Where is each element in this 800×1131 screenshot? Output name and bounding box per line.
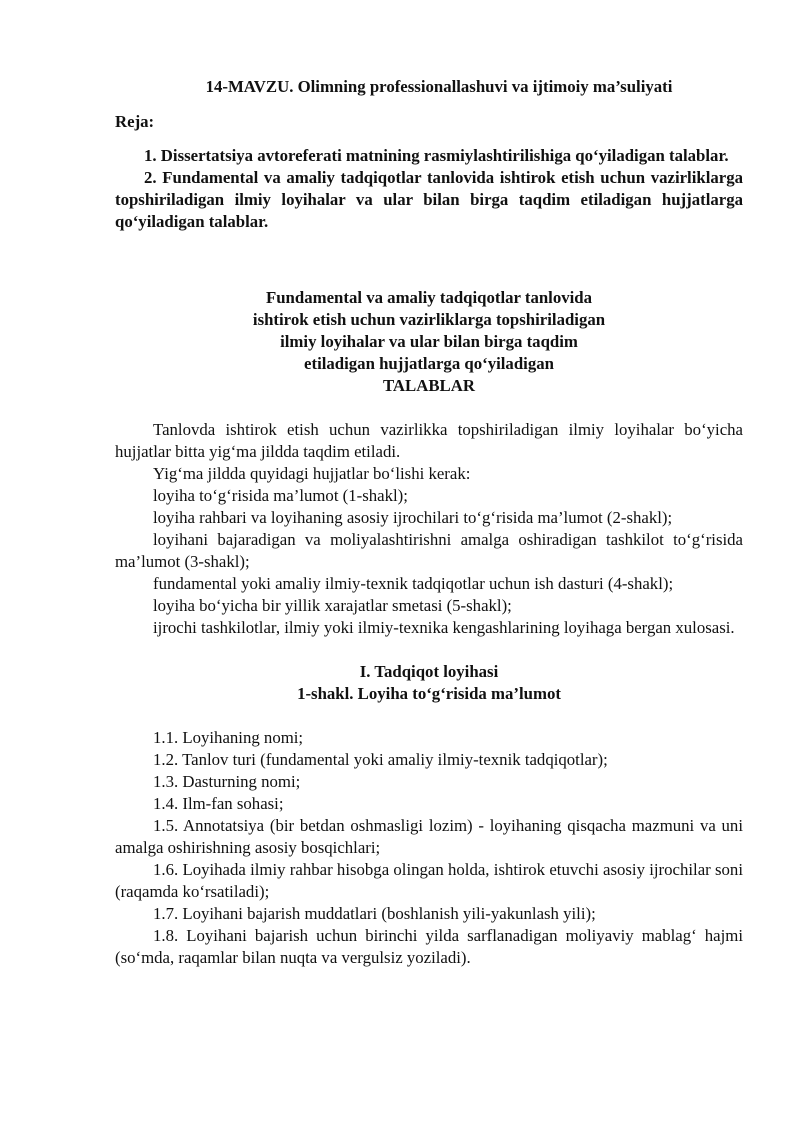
list-item: 1.7. Loyihani bajarish muddatlari (boshlanish yili-yakunlash yili); [153, 904, 596, 923]
heading-line: ilmiy loyihalar va ular bilan birga taqdim [280, 332, 578, 351]
list-item: 1.2. Tanlov turi (fundamental yoki amaliy ilmiy-texnik tadqiqotlar); [153, 750, 608, 769]
requirements-heading [115, 287, 743, 397]
list-item: 1.6. Loyihada ilmiy rahbar hisobga olingan holda, ishtirok etuvchi asosiy ijrochilar soni (raqamda ko‘rsatiladi); [115, 860, 743, 901]
paragraph: ijrochi tashkilotlar, ilmiy yoki ilmiy-texnika kengashlarining loyihaga bergan xulosasi. [153, 618, 735, 637]
section-title: I. Tadqiqot loyihasi [359, 662, 499, 681]
heading-line: etiladigan hujjatlarga qo‘yiladigan [304, 354, 554, 373]
list-item: 1.1. Loyihaning nomi; [153, 728, 304, 747]
paragraph: loyiha to‘g‘risida ma’lumot (1-shakl); [153, 486, 408, 505]
plan-label: Reja: [115, 112, 155, 131]
form-items [115, 727, 743, 969]
paragraph: fundamental yoki amaliy ilmiy-texnik tadqiqotlar uchun ish dasturi (4-shakl); [153, 574, 674, 593]
heading-line: TALABLAR [382, 376, 475, 395]
paragraph: loyiha rahbari va loyihaning asosiy ijrochilari to‘g‘risida ma’lumot (2-shakl); [153, 508, 673, 527]
list-item: 1.3. Dasturning nomi; [153, 772, 301, 791]
intro-section [115, 419, 743, 639]
paragraph: loyihani bajaradigan va moliyalashtirishni amalga oshiradigan tashkilot to‘g‘risida ma’lumot (3-shakl); [115, 530, 743, 571]
list-item: 1.5. Annotatsiya (bir betdan oshmasligi lozim) - loyihaning qisqacha mazmuni va uni amalga oshirishning asosiy bosqichlari; [115, 816, 743, 857]
paragraph: loyiha bo‘yicha bir yillik xarajatlar smetasi (5-shakl); [153, 596, 512, 615]
list-item: 1.8. Loyihani bajarish uchun birinchi yilda sarflanadigan moliyaviy mablag‘ hajmi (so‘mda, raqamlar bilan nuqta va vergulsiz yoziladi). [115, 926, 743, 967]
heading-line: Fundamental va amaliy tadqiqotlar tanlovida [265, 288, 593, 307]
plan-item: 2. Fundamental va amaliy tadqiqotlar tanlovida ishtirok etish uchun vazirliklarga topshiriladigan ilmiy loyihalar va ular bilan birga taqdim etiladigan hujjatlarga qo‘yiladigan talablar. [115, 168, 743, 231]
list-item: 1.4. Ilm-fan sohasi; [153, 794, 284, 813]
plan-list [115, 145, 743, 233]
section-subtitle: 1-shakl. Loyiha to‘g‘risida ma’lumot [297, 684, 561, 703]
paragraph: Tanlovda ishtirok etish uchun vazirlikka topshiriladigan ilmiy loyihalar bo‘yicha hujjatlar bitta yig‘ma jildda taqdim etiladi. [115, 420, 743, 461]
heading-line: ishtirok etish uchun vazirliklarga topshiriladigan [252, 310, 606, 329]
paragraph: Yig‘ma jildda quyidagi hujjatlar bo‘lishi kerak: [153, 464, 471, 483]
plan-item: 1. Dissertatsiya avtoreferati matnining rasmiylashtirilishiga qo‘yiladigan talablar. [144, 146, 729, 165]
document-title: 14-MAVZU. Olimning professionallashuvi va ijtimoiy ma’suliyati [205, 77, 673, 96]
